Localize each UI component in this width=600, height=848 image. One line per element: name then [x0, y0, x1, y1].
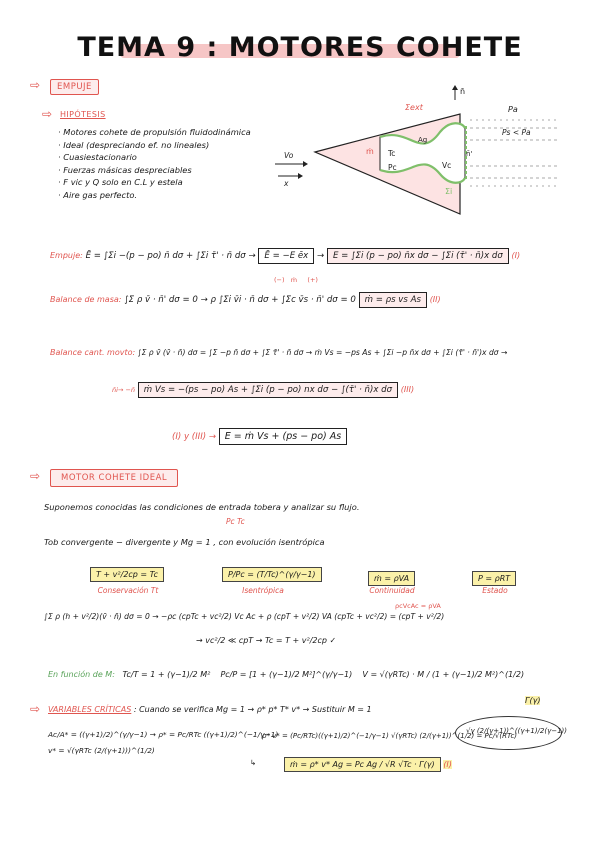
box-eq: P/Pc = (T/Tc)^(γ/γ−1) [222, 567, 322, 582]
eq-lhs: ∫Σ ρ v̄ (v̄ · n̄) dσ = ∫Σ −p n̄ dσ + ∫Σ τ̄' · n̄ dσ → ṁ Vs = −ps As + ∫Σi −p n̄x dσ + ∫Σi (τ̄' · n̄')x dσ → [137, 348, 508, 357]
criticas-label: VARIABLES CRÍTICAS [48, 705, 132, 714]
list-item: · Motores cohete de propulsión fluidodinámica [58, 126, 251, 139]
eq-c: V = √(γRTc) · M / (1 + (γ−1)/2 M²)^(1/2) [362, 670, 525, 679]
pc-label: Pc [388, 163, 397, 172]
list-item: · Ideal (despreciando ef. no lineales) [58, 139, 251, 152]
n-top-label: n̄ [460, 87, 466, 96]
eq-empuje [50, 248, 520, 264]
eq-b: Pc/P = [1 + (γ−1)/2 M²]^(γ/γ−1) [220, 670, 353, 679]
eq-pre: n̄i→ −n̄ [112, 386, 136, 394]
criticas-line [48, 705, 372, 714]
box-eq: P = ρRT [472, 571, 516, 586]
eq-number: (II) [429, 295, 441, 304]
page-title: TEMA 9 : MOTORES COHETE [77, 32, 523, 63]
eq-number: (III) [400, 385, 415, 394]
eq-lhs: ∫Σ ρ (h + v²/2)(v̄ · n̄) dσ = 0 → −ρc (cpTc + vc²/2) Vc Ac + ρ (cpT + v²/2) VA [44, 612, 332, 621]
n-right-label: n̄' [466, 150, 473, 158]
eq-box-result: E = ṁ Vs + (ps − po) As [219, 428, 347, 445]
eq-movto-result [112, 382, 414, 398]
section-motor-ideal: MOTOR COHETE IDEAL [50, 469, 178, 487]
ideal-text-1-sub: Pc Tc [226, 517, 245, 526]
criticas-text: : Cuando se verifica Mg = 1 → ρ* p* T* v* → Sustituir M = 1 [133, 705, 372, 714]
arrow-icon: ⇨ [30, 78, 41, 92]
box-continuidad [368, 566, 415, 586]
arrow-icon: ⇨ [30, 469, 41, 483]
eq-label: Balance de masa: [50, 295, 122, 304]
box-caption: Isentrópica [242, 586, 284, 595]
ideal-text-1: Suponemos conocidas las condiciones de entrada tobera y analizar su flujo. [44, 502, 360, 512]
annot-minus: (−) [274, 276, 285, 284]
vc-label: Vc [442, 161, 452, 170]
box-caption: Estado [482, 586, 508, 595]
eq-movto [50, 348, 507, 357]
eq-box-result: ṁ = ρs vs As [359, 292, 427, 308]
eq-final-empuje [172, 428, 347, 445]
eq-pre: (I) y (III) → [172, 432, 217, 442]
eq-crit-1: Ac/A* = ((γ+1)/2)^(γ/γ−1) → ρ* = Pc/RTc ((γ+1)/2)^(−1/γ−1) [48, 730, 279, 739]
eq-box-result: E = ∫Σi (p − po) n̄x dσ − ∫Σi (τ̄' · n̄)x dσ [327, 248, 509, 264]
box-isentropica [222, 562, 322, 582]
eext-label: Σext [405, 103, 423, 112]
ei-label: Σi [445, 187, 453, 196]
eq-lhs: Ē = ∫Σi −(p − po) n̄ dσ + ∫Σi τ̄' · n̄ dσ → [85, 251, 256, 261]
list-item: · Fuerzas másicas despreciables [58, 164, 251, 177]
ps-pa-label: Ps < Pa [502, 128, 531, 137]
list-item: · Cuasiestacionario [58, 151, 251, 164]
box-caption: Conservación Tt [97, 586, 159, 595]
gamma-note: Γ(γ) [525, 696, 541, 705]
eq-energia [44, 612, 444, 621]
ideal-text-2: Tob convergente − divergente y Mg = 1 , con evolución isentrópica [44, 537, 325, 547]
list-item: · F vic y Q solo en C.L y estela [58, 176, 251, 189]
annot-mdot: ṁ [290, 276, 298, 284]
eq-crit-mid: ρ* v* = (Pc/RTc)((γ+1)/2)^(−1/γ−1) √(γRTc) (2/(γ+1))^(1/2) = Pc/√(RTc) [262, 732, 518, 740]
list-item: · Aire gas perfecto. [58, 189, 251, 202]
box-eq: ṁ = ρVA [368, 571, 415, 586]
eq-label: Empuje: [50, 251, 83, 260]
eq-arrow: → [317, 251, 325, 261]
section-empuje: EMPUJE [50, 79, 99, 95]
hipotesis-list [58, 126, 251, 202]
eq-box-result: ṁ = ρ* v* Ag = Pc Ag / √R √Tc · Γ(γ) [284, 757, 441, 772]
arrow-icon: ⇨ [42, 107, 53, 121]
eq-a: Tc/T = 1 + (γ−1)/2 M² [122, 670, 211, 679]
eq-masa-annot [274, 276, 318, 284]
eq-masa [50, 292, 441, 308]
eq-lhs: ∫Σ ρ v̄ · n̄' dσ = 0 → ρ ∫Σi v̄i · n̄ dσ + ∫Σc v̄s · n̄' dσ = 0 [124, 295, 356, 305]
eq-energia-line2: → vc²/2 ≪ cpT → Tc = T + v²/2cp ✓ [196, 636, 337, 645]
vo-label: Vo [284, 151, 294, 160]
eq-rhs: (cpTc + vc²/2) = (cpT + v²/2) [334, 612, 445, 621]
eq-mach [48, 670, 524, 679]
eq-box: Ē = −E ēx [258, 248, 314, 264]
box-eq: T + v²/2cp = Tc [90, 567, 164, 582]
eq-number: (I) [443, 760, 452, 769]
rocket-diagram [270, 82, 570, 227]
box-estado [472, 566, 516, 586]
box-conservacion [90, 562, 164, 582]
box-caption: Continuidad [369, 586, 415, 595]
eq-crit-final [284, 757, 452, 772]
eq-box-result: ṁ Vs = −(ps − po) As + ∫Σi (p − po) nx dσ − ∫(τ̄' · n̄)x dσ [138, 382, 398, 398]
eq-label: En función de M: [48, 670, 115, 679]
eq-crit-2: v* = √(γRTc (2/(γ+1)))^(1/2) [48, 746, 155, 755]
tc-label: Tc [388, 149, 396, 158]
eq-label: Balance cant. movto: [50, 348, 136, 357]
pa-label: Pa [508, 105, 518, 114]
mdot-label: ṁ [366, 147, 374, 156]
x-label: x [284, 179, 289, 188]
eq-number: (I) [511, 251, 521, 260]
ag-label: Ag [418, 136, 428, 144]
eq-crit-arrow: ↳ [250, 758, 257, 767]
arrow-icon: ⇨ [30, 702, 41, 716]
hipotesis-label: HIPÓTESIS [60, 110, 106, 119]
eq-energia-over: ρcVcAc = ρVA [395, 602, 441, 610]
annot-plus: (+) [307, 276, 318, 284]
eq-crit-circ: √γ (2/(γ+1))^((γ+1)/2(γ−1)) [466, 727, 568, 735]
